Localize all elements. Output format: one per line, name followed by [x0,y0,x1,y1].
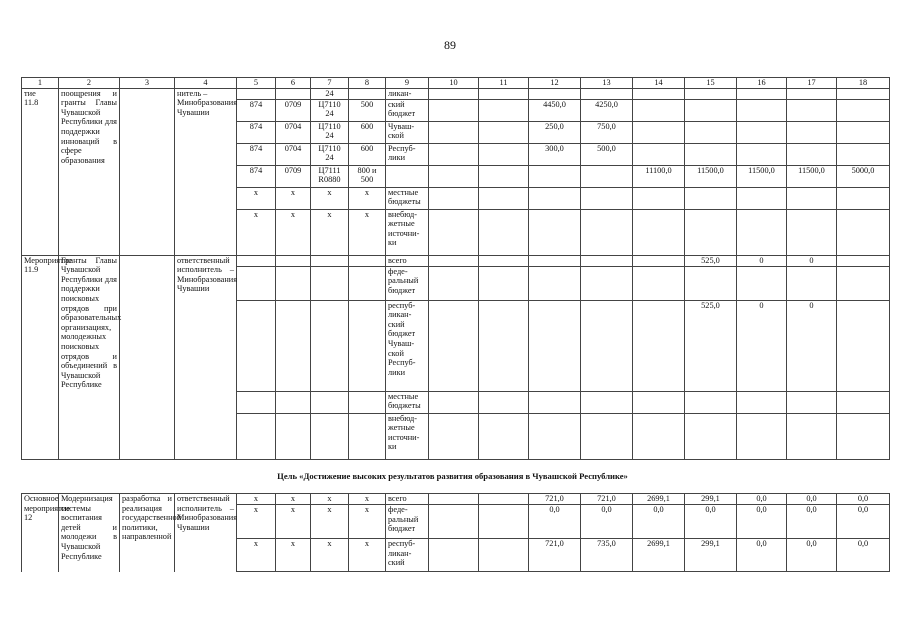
amount-cell: 525,0 [685,255,737,266]
responsible-executor: нитель – Минобразования Чувашии [175,88,237,255]
amount-cell [429,187,479,209]
amount-cell: 721,0 [529,494,581,505]
budget-code-cell [349,391,386,413]
amount-cell [581,391,633,413]
amount-cell [429,88,479,99]
amount-cell [479,266,529,300]
funding-source: всего [386,494,429,505]
column-number-cell: 8 [349,78,386,89]
amount-cell: 0 [787,300,837,391]
amount-cell [429,539,479,572]
table-row [22,88,890,99]
amount-cell [737,143,787,165]
amount-cell [479,255,529,266]
amount-cell: 5000,0 [837,165,890,187]
amount-cell [737,391,787,413]
amount-cell [787,391,837,413]
amount-cell: 0 [787,255,837,266]
budget-code-cell [276,413,311,459]
amount-cell [685,99,737,121]
funding-source: местные бюджеты [386,187,429,209]
amount-cell [529,187,581,209]
amount-cell: 0,0 [529,505,581,539]
amount-cell: 0 [737,300,787,391]
budget-code-cell: 600 [349,121,386,143]
amount-cell: 0,0 [787,505,837,539]
page-number: 89 [444,38,456,52]
amount-cell [837,391,890,413]
amount-cell: 0,0 [787,494,837,505]
amount-cell [787,187,837,209]
budget-code-cell: x [311,494,349,505]
responsible-executor: ответственный исполнитель – Минобразования Чувашии [175,255,237,459]
budget-code-cell [349,88,386,99]
amount-cell [633,99,685,121]
funding-source [386,165,429,187]
amount-cell [581,266,633,300]
amount-cell: 500,0 [581,143,633,165]
budget-code-cell [311,266,349,300]
budget-code-cell: x [349,187,386,209]
amount-cell: 0,0 [737,505,787,539]
amount-cell [737,413,787,459]
measure-title: Модернизация системы воспитания детей и молодежи в Чувашской Республике [59,494,120,572]
amount-cell [529,300,581,391]
measure-title: Гранты Главы Чувашской Республики для поддержки поисковых отрядов при образовательных организациях, молодежных поисковых отрядов и объединений в Чувашской Республике [59,255,120,459]
amount-cell [529,255,581,266]
responsible-executor: ответственный исполнитель – Минобразования Чувашии [175,494,237,572]
column-number-row [22,78,890,89]
column-number-cell: 13 [581,78,633,89]
amount-cell [737,209,787,255]
amount-cell: 735,0 [581,539,633,572]
budget-code-cell [237,255,276,266]
measure-number: тие 11.8 [22,88,59,255]
amount-cell [479,121,529,143]
amount-cell: 0,0 [837,505,890,539]
budget-code-cell: x [349,539,386,572]
budget-code-cell: x [237,187,276,209]
amount-cell [429,494,479,505]
amount-cell [429,99,479,121]
funding-source: респуб- ликан- ский бюджет Чуваш- ской Респуб- лики [386,300,429,391]
funding-source: респуб- ликан- ский [386,539,429,572]
budget-code-cell [349,413,386,459]
funding-source: Респуб- лики [386,143,429,165]
budget-code-cell [276,266,311,300]
amount-cell: 0,0 [737,539,787,572]
amount-cell [633,255,685,266]
budget-code-cell: x [311,505,349,539]
column-number-cell: 9 [386,78,429,89]
amount-cell [429,300,479,391]
amount-cell: 11100,0 [633,165,685,187]
amount-cell [529,413,581,459]
column-number-cell: 11 [479,78,529,89]
amount-cell [479,391,529,413]
budget-code-cell [237,391,276,413]
funding-source: местные бюджеты [386,391,429,413]
amount-cell [787,413,837,459]
amount-cell [479,539,529,572]
budget-code-cell [349,300,386,391]
amount-cell: 299,1 [685,494,737,505]
budget-code-cell: x [276,209,311,255]
amount-cell [685,266,737,300]
amount-cell [787,121,837,143]
budget-code-cell: x [349,494,386,505]
amount-cell [633,300,685,391]
amount-cell [685,413,737,459]
budget-code-cell: 500 [349,99,386,121]
budget-code-cell: 0704 [276,143,311,165]
funding-source: ликан- [386,88,429,99]
budget-code-cell: x [349,505,386,539]
amount-cell: 4250,0 [581,99,633,121]
amount-cell [429,413,479,459]
amount-cell [429,121,479,143]
amount-cell [529,88,581,99]
budget-table-lower [21,493,890,572]
budget-code-cell [311,391,349,413]
amount-cell: 0,0 [685,505,737,539]
amount-cell: 0,0 [837,494,890,505]
amount-cell: 11500,0 [737,165,787,187]
budget-code-cell [311,255,349,266]
amount-cell: 525,0 [685,300,737,391]
budget-code-cell [311,413,349,459]
amount-cell: 300,0 [529,143,581,165]
amount-cell [837,121,890,143]
budget-code-cell [237,300,276,391]
funding-source: феде- ральный бюджет [386,266,429,300]
table-row [22,255,890,266]
amount-cell [837,413,890,459]
amount-cell [685,121,737,143]
amount-cell [837,209,890,255]
budget-code-cell [276,255,311,266]
column-number-cell: 12 [529,78,581,89]
amount-cell [429,255,479,266]
column-number-cell: 5 [237,78,276,89]
budget-code-cell [237,88,276,99]
amount-cell: 750,0 [581,121,633,143]
amount-cell: 0,0 [633,505,685,539]
budget-code-cell: 800 и 500 [349,165,386,187]
column-number-cell: 3 [120,78,175,89]
budget-code-cell: Ц7110 24 [311,99,349,121]
funding-source: ский бюджет [386,99,429,121]
budget-code-cell [349,255,386,266]
amount-cell [787,143,837,165]
amount-cell [479,99,529,121]
funding-source: Чуваш- ской [386,121,429,143]
amount-cell [837,88,890,99]
amount-cell [529,391,581,413]
amount-cell [581,187,633,209]
amount-cell [529,209,581,255]
amount-cell [737,187,787,209]
amount-cell [429,143,479,165]
budget-code-cell: Ц7110 24 [311,143,349,165]
amount-cell [429,505,479,539]
amount-cell [837,99,890,121]
budget-code-cell [349,266,386,300]
budget-code-cell: x [276,187,311,209]
amount-cell [737,88,787,99]
column-number-cell: 10 [429,78,479,89]
budget-code-cell [276,88,311,99]
amount-cell [479,209,529,255]
amount-cell [685,187,737,209]
budget-code-cell [276,391,311,413]
amount-cell [837,255,890,266]
goal-heading: Цель «Достижение высоких результатов развития образования в Чувашской Республике» [277,471,628,481]
column-number-cell: 15 [685,78,737,89]
budget-code-cell [237,266,276,300]
funding-source: внебюд- жетные источни- ки [386,413,429,459]
budget-code-cell: x [311,187,349,209]
budget-code-cell: Ц7110 24 [311,121,349,143]
amount-cell [685,391,737,413]
amount-cell [479,300,529,391]
amount-cell: 4450,0 [529,99,581,121]
amount-cell: 299,1 [685,539,737,572]
amount-cell [479,505,529,539]
amount-cell [737,266,787,300]
amount-cell [633,266,685,300]
budget-table-upper [21,77,890,460]
budget-code-cell: 24 [311,88,349,99]
budget-code-cell: 0709 [276,165,311,187]
amount-cell [787,99,837,121]
column-number-cell: 18 [837,78,890,89]
measure-number: Основное мероприятие 12 [22,494,59,572]
amount-cell: 0,0 [837,539,890,572]
amount-cell [529,266,581,300]
measure-title: поощрения и гранты Главы Чувашской Республики для поддержки инноваций в сфере образования [59,88,120,255]
amount-cell [429,391,479,413]
amount-cell [685,88,737,99]
amount-cell [581,255,633,266]
amount-cell [581,413,633,459]
amount-cell [479,143,529,165]
measure-number: Мероприятие 11.9 [22,255,59,459]
column-number-cell: 2 [59,78,120,89]
amount-cell [479,187,529,209]
amount-cell [685,209,737,255]
budget-code-cell: x [276,505,311,539]
amount-cell: 0,0 [787,539,837,572]
funding-source: внебюд- жетные источни- ки [386,209,429,255]
budget-code-cell: x [349,209,386,255]
budget-code-cell: x [311,539,349,572]
amount-cell [581,165,633,187]
funding-source: феде- ральный бюджет [386,505,429,539]
amount-cell: 2699,1 [633,539,685,572]
budget-code-cell: x [237,494,276,505]
amount-cell [737,121,787,143]
budget-code-cell: 874 [237,143,276,165]
amount-cell [787,209,837,255]
amount-cell [479,494,529,505]
amount-cell [429,266,479,300]
column-number-cell: 6 [276,78,311,89]
amount-cell: 0,0 [581,505,633,539]
amount-cell [429,209,479,255]
amount-cell [787,88,837,99]
amount-cell: 11500,0 [787,165,837,187]
budget-code-cell [237,413,276,459]
budget-code-cell: 874 [237,99,276,121]
table-row [22,494,890,505]
amount-cell [685,143,737,165]
budget-code-cell: 874 [237,165,276,187]
measure-goal [120,88,175,255]
amount-cell: 250,0 [529,121,581,143]
column-number-cell: 1 [22,78,59,89]
amount-cell: 0 [737,255,787,266]
amount-cell: 11500,0 [685,165,737,187]
amount-cell [837,266,890,300]
budget-code-cell [276,300,311,391]
amount-cell [837,187,890,209]
amount-cell: 721,0 [529,539,581,572]
budget-code-cell: x [311,209,349,255]
amount-cell [633,88,685,99]
column-number-cell: 14 [633,78,685,89]
budget-code-cell: 0704 [276,121,311,143]
amount-cell [633,391,685,413]
funding-source: всего [386,255,429,266]
amount-cell: 721,0 [581,494,633,505]
budget-code-cell: x [237,209,276,255]
amount-cell [837,300,890,391]
budget-code-cell: 0709 [276,99,311,121]
budget-code-cell: Ц7111 R0880 [311,165,349,187]
amount-cell [633,187,685,209]
amount-cell [581,88,633,99]
budget-code-cell: x [276,539,311,572]
amount-cell [633,143,685,165]
amount-cell [479,413,529,459]
column-number-cell: 16 [737,78,787,89]
budget-code-cell: 874 [237,121,276,143]
amount-cell [633,121,685,143]
budget-code-cell: 600 [349,143,386,165]
amount-cell [581,300,633,391]
amount-cell: 0,0 [737,494,787,505]
amount-cell [737,99,787,121]
amount-cell [581,209,633,255]
budget-code-cell [311,300,349,391]
amount-cell [633,413,685,459]
budget-code-cell: x [276,494,311,505]
amount-cell [479,88,529,99]
budget-code-cell: x [237,539,276,572]
column-number-cell: 17 [787,78,837,89]
column-number-cell: 7 [311,78,349,89]
amount-cell: 2699,1 [633,494,685,505]
measure-goal [120,255,175,459]
amount-cell [479,165,529,187]
amount-cell [837,143,890,165]
column-number-cell: 4 [175,78,237,89]
amount-cell [787,266,837,300]
amount-cell [633,209,685,255]
measure-goal: разработка и реализация государственной политики, направленной [120,494,175,572]
budget-code-cell: x [237,505,276,539]
amount-cell [529,165,581,187]
amount-cell [429,165,479,187]
